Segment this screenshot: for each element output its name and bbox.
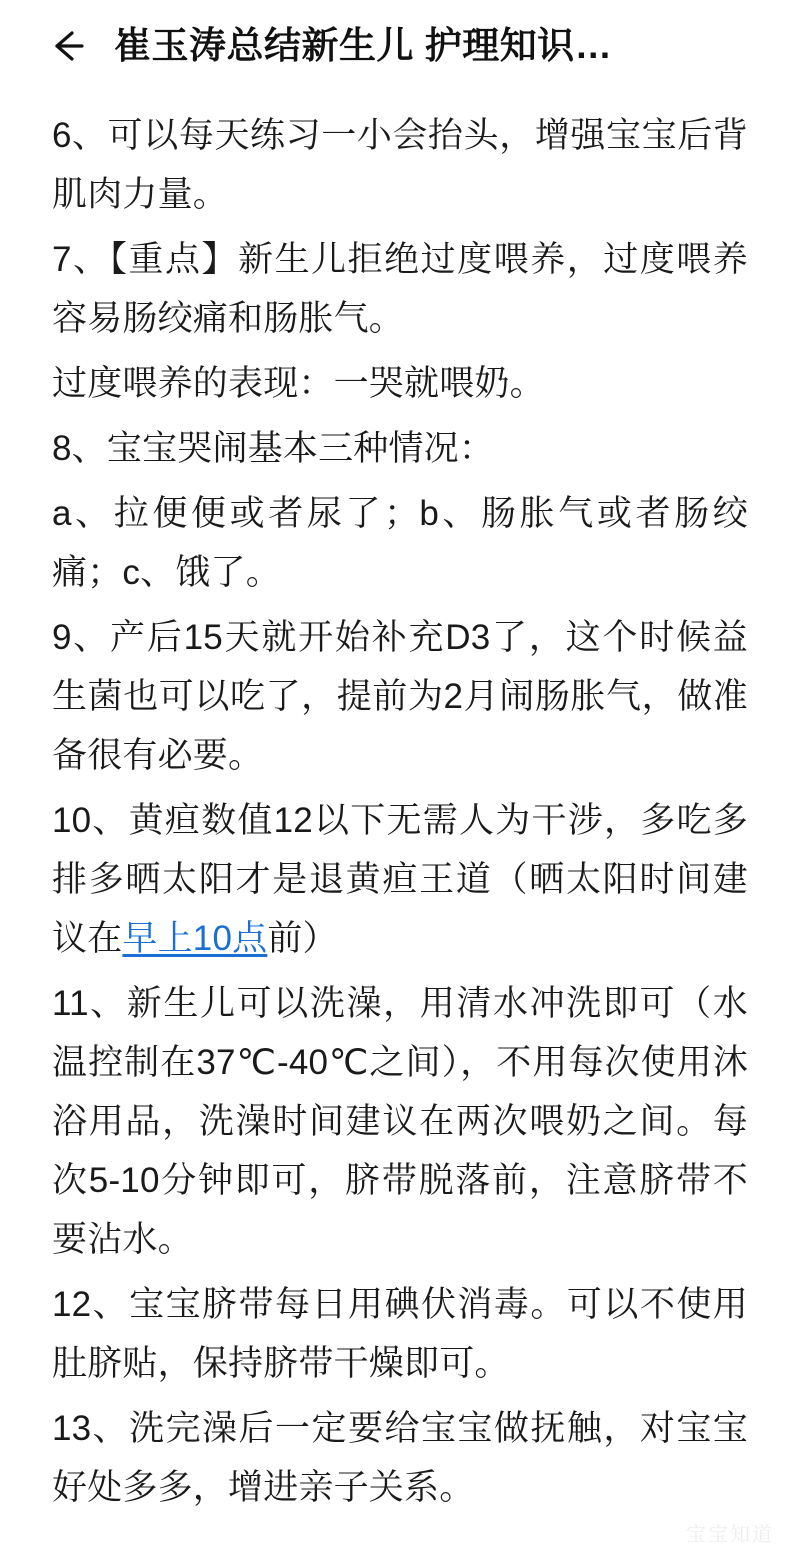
paragraph-10-prefix: 10、黄疸数值12以下无需人为干涉，多吃多排多晒太阳才是退黄疸王道（晒太阳时间建议在 [52,801,748,958]
paragraph-11: 11、新生儿可以洗澡，用清水冲洗即可（水温控制在37℃-40℃之间），不用每次使用沐浴用品，洗澡时间建议在两次喂奶之间。每次5-10分钟即可，脐带脱落前，注意脐带不要沾水。 [52,984,748,1259]
paragraph-7: 7、【重点】新生儿拒绝过度喂养，过度喂养容易肠绞痛和肠胀气。 [52,240,748,338]
paragraph-7-detail: 过度喂养的表现：一哭就喂奶。 [52,364,545,403]
paragraph-9: 9、产后15天就开始补充D3了，这个时候益生菌也可以吃了，提前为2月闹肠胀气，做准备很有必要。 [52,618,748,775]
paragraph-12: 12、宝宝脐带每日用碘伏消毒。可以不使用肚脐贴，保持脐带干燥即可。 [52,1285,748,1383]
paragraph-8: 8、宝宝哭闹基本三种情况： [52,429,495,468]
paragraph-10-suffix: 前） [267,919,338,958]
page-title: 崔玉涛总结新生儿 护理知识… [114,24,613,66]
article-body [0,92,800,1563]
back-button[interactable] [44,22,92,70]
paragraph-8-detail: a、拉便便或者尿了；b、肠胀气或者肠绞痛；c、饿了。 [52,494,748,592]
paragraph-10 [52,791,748,968]
back-arrow-icon [46,24,90,68]
paragraph-6: 6、可以每天练习一小会抬头，增强宝宝后背肌肉力量。 [52,116,748,214]
watermark: 宝宝知道 [686,1524,774,1546]
page-header [0,0,800,92]
morning-time-link[interactable]: 早上10点 [122,919,268,958]
paragraph-13: 13、洗完澡后一定要给宝宝做抚触，对宝宝好处多多，增进亲子关系。 [52,1409,748,1507]
